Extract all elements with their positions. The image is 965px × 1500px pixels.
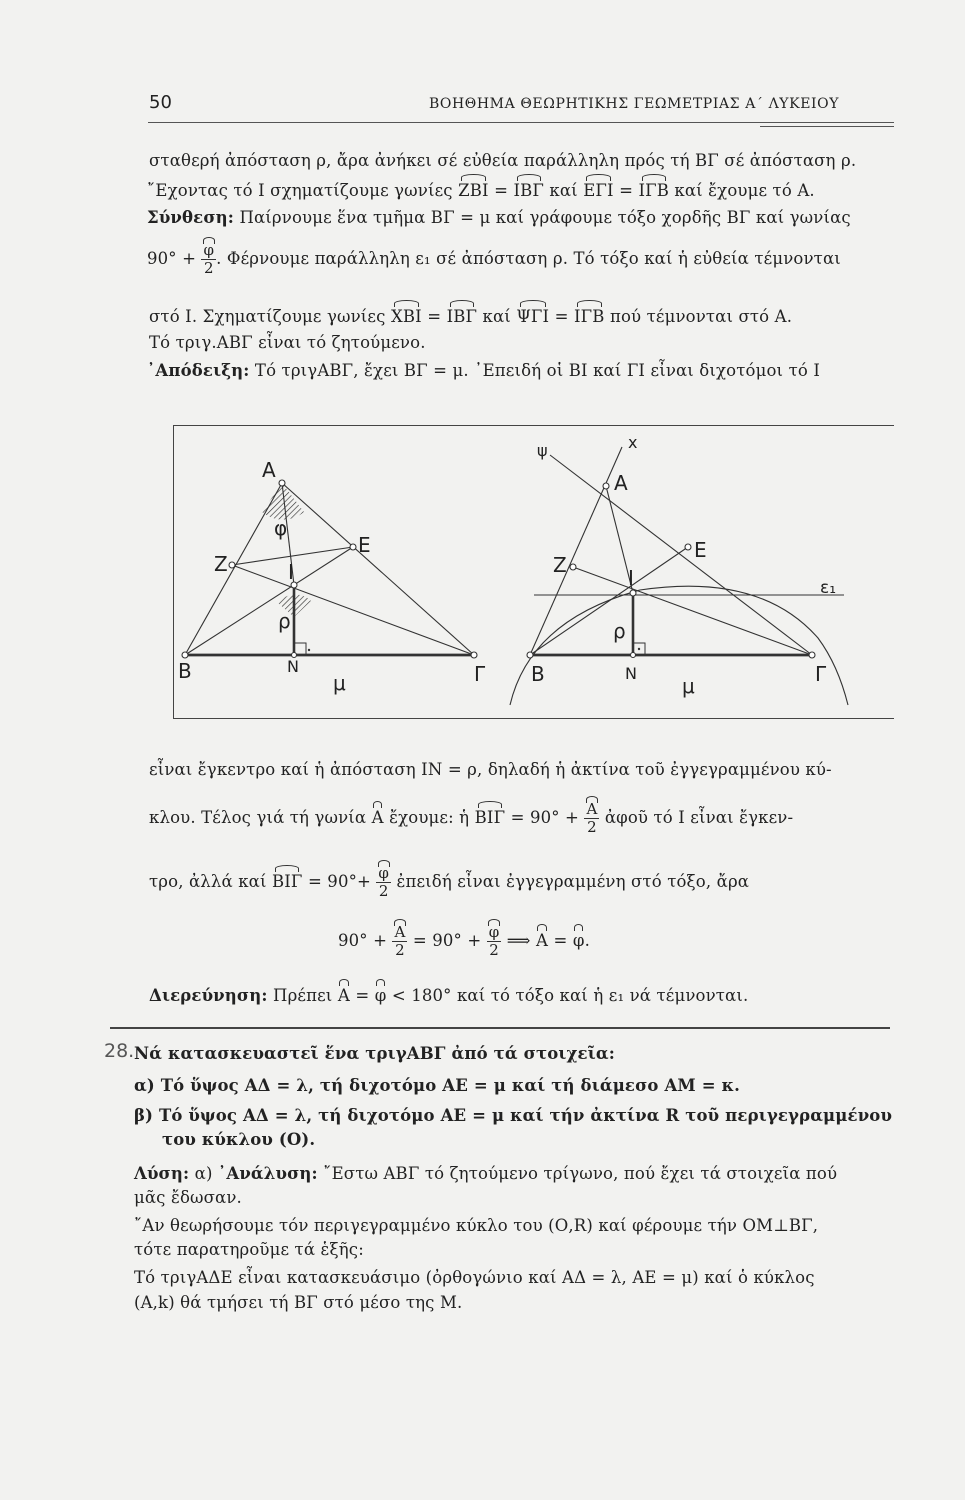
angle-arc: ΙΒΓ	[446, 307, 478, 326]
solution-label: Λύση:	[134, 1164, 190, 1183]
fraction: $\frac{A}{2}$	[586, 800, 598, 836]
equation-line: 90° + $\frac{A}{2}$ = 90° + $\frac{\varphi}{2}$ ⟹ Α = φ.	[338, 923, 590, 959]
angle-arc: ΖΒΙ	[458, 181, 489, 200]
problem-statement: Νά κατασκευαστεῖ ἕνα τριγΑΒΓ ἀπό τά στοιχεῖα:	[134, 1044, 615, 1063]
problem-part-b: β) Τό ὕψος ΑΔ = λ, τή διχοτόμο ΑΕ = μ καί τήν ἀκτίνα R τοῦ περιγεγραμμένου	[134, 1106, 893, 1125]
text-line: (Α,k) θά τμήσει τή ΒΓ στό μέσο της Μ.	[134, 1293, 463, 1312]
angle-arc: Α	[536, 931, 549, 950]
side-AC	[282, 483, 474, 655]
label-phi: φ	[274, 516, 288, 540]
analysis-label: ᾿Ανάλυση:	[217, 1164, 318, 1183]
fraction: $\frac{\varphi}{2}$	[203, 241, 215, 277]
text-line: ᾿Απόδειξη: Τό τριγΑΒΓ, ἔχει ΒΓ = μ. ᾿Επειδή οἱ ΒΙ καί ΓΙ εἶναι διχοτόμοι τό Ι	[147, 361, 820, 380]
label-mu: μ	[333, 671, 346, 695]
fraction: $\frac{\varphi}{2}$	[488, 923, 500, 959]
text-line: Τό τριγ.ΑΒΓ εἶναι τό ζητούμενο.	[149, 333, 426, 352]
text-line: Διερεύνηση: Πρέπει Α = φ < 180° καί τό τόξο καί ἡ ε₁ νά τέμνονται.	[149, 986, 749, 1005]
bisector-CZ	[573, 567, 812, 655]
label-x: x	[628, 433, 638, 452]
page-number: 50	[149, 92, 172, 113]
angle-arc: ΒΙΓ	[474, 808, 506, 827]
angle-arc: φ	[572, 931, 585, 950]
label-psi: ψ	[537, 441, 548, 460]
right-labels	[531, 433, 836, 698]
label-E: E	[358, 533, 371, 557]
problem-number: 28.	[104, 1040, 135, 1062]
text-line: ῎Εχοντας τό Ι σχηματίζουμε γωνίες ΖΒΙ = ΙΒΓ καί ΕΓΙ = ΙΓΒ καί ἔχουμε τό Α.	[147, 181, 815, 200]
label-E: E	[694, 538, 707, 562]
label-I: I	[628, 566, 634, 590]
label-rho: ρ	[278, 609, 291, 633]
angle-arc: ΕΓΙ	[583, 181, 614, 200]
text-line: Σύνθεση: Παίρνουμε ἕνα τμῆμα ΒΓ = μ καί γράφουμε τόξο χορδῆς ΒΓ καί γωνίας	[147, 208, 851, 227]
text-line: μᾶς ἔδωσαν.	[134, 1188, 242, 1207]
synthesis-label: Σύνθεση:	[147, 208, 235, 227]
text-line: κλου. Τέλος γιά τή γωνία Α ἔχουμε: ἡ ΒΙΓ = 90° + $\frac{A}{2}$ ἀφοῦ τό Ι εἶναι ἔγκεν-	[149, 800, 794, 836]
text-line: στό Ι. Σχηματίζουμε γωνίες ΧΒΙ = ΙΒΓ καί ΨΓΙ = ΙΓΒ πού τέμνονται στό Α.	[149, 307, 793, 326]
ray-psi	[550, 455, 812, 655]
angle-arc: ΧΒΙ	[390, 307, 422, 326]
arc-chord-BC	[510, 586, 848, 705]
label-Z: Z	[553, 553, 567, 577]
angle-arc: Α	[337, 986, 350, 1005]
running-header: ΒΟΗΘΗΜΑ ΘΕΩΡΗΤΙΚΗΣ ΓΕΩΜΕΤΡΙΑΣ Α΄ ΛΥΚΕΙΟΥ	[429, 96, 840, 112]
label-A: A	[614, 471, 628, 495]
text-line: ῎Αν θεωρήσουμε τόν περιγεγραμμένο κύκλο του (Ο,R) καί φέρουμε τήν ΟΜ⊥ΒΓ,	[134, 1216, 819, 1235]
angle-arc: Α	[371, 808, 384, 827]
label-G: Γ	[474, 662, 486, 686]
proof-label: ᾿Απόδειξη:	[147, 361, 250, 380]
label-eps1: ε₁	[820, 578, 837, 598]
text-line: εἶναι ἔγκεντρο καί ἡ ἀπόσταση ΙΝ = ρ, δηλαδή ἡ ἀκτίνα τοῦ ἐγγεγραμμένου κύ-	[149, 760, 832, 779]
label-N: N	[625, 664, 637, 683]
bisector-CZ	[232, 565, 474, 655]
discussion-label: Διερεύνηση:	[149, 986, 268, 1005]
label-rho: ρ	[613, 619, 626, 643]
label-mu: μ	[682, 674, 695, 698]
angle-arc: ΙΓΒ	[574, 307, 605, 326]
label-B: B	[178, 659, 192, 683]
label-G: Γ	[815, 662, 827, 686]
problem-part-b-cont: του κύκλου (Ο).	[162, 1130, 316, 1149]
side-AB	[185, 483, 282, 655]
text-line: τρο, ἀλλά καί ΒΙΓ = 90°+ $\frac{\varphi}{2}$ ἐπειδή εἶναι ἐγγεγραμμένη στό τόξο, ἄρα	[149, 864, 750, 900]
text-line: τότε παρατηροῦμε τά ἑξῆς:	[134, 1240, 364, 1259]
solution-line: Λύση: α) ᾿Ανάλυση: ῎Εστω ΑΒΓ τό ζητούμενο τρίγωνο, πού ἔχει τά στοιχεῖα πού	[134, 1164, 838, 1183]
fraction: $\frac{\varphi}{2}$	[378, 864, 390, 900]
section-separator	[110, 1027, 890, 1029]
angle-arc: ΨΓΙ	[516, 307, 550, 326]
fraction: $\frac{A}{2}$	[394, 923, 406, 959]
label-B: B	[531, 662, 545, 686]
angle-arc: ΙΒΓ	[513, 181, 544, 200]
angle-arc: ΒΙΓ	[271, 872, 303, 891]
label-Z: Z	[214, 552, 228, 576]
text-line: σταθερή ἀπόσταση ρ, ἄρα ἀνήκει σέ εὐθεία παράλληλη πρός τή ΒΓ σέ ἀπόσταση ρ.	[149, 151, 857, 170]
label-A: A	[262, 458, 276, 482]
text-line: Τό τριγΑΔΕ εἶναι κατασκευάσιμο (ὀρθογώνιο καί ΑΔ = λ, ΑΕ = μ) καί ὁ κύκλος	[134, 1268, 815, 1287]
label-I: I	[288, 560, 294, 584]
left-labels	[178, 458, 486, 695]
angle-arc: ΙΓΒ	[638, 181, 669, 200]
label-N: N	[287, 657, 299, 676]
angle-arc: φ	[374, 986, 387, 1005]
problem-part-a: α) Τό ὕψος ΑΔ = λ, τή διχοτόμο ΑΕ = μ καί τή διάμεσο ΑΜ = κ.	[134, 1076, 741, 1095]
text-line: 90° + $\frac{\varphi}{2}$ . Φέρνουμε παράλληλη ε₁ σέ ἀπόσταση ρ. Τό τόξο καί ἡ εὐθεία τέμνονται	[147, 241, 841, 277]
